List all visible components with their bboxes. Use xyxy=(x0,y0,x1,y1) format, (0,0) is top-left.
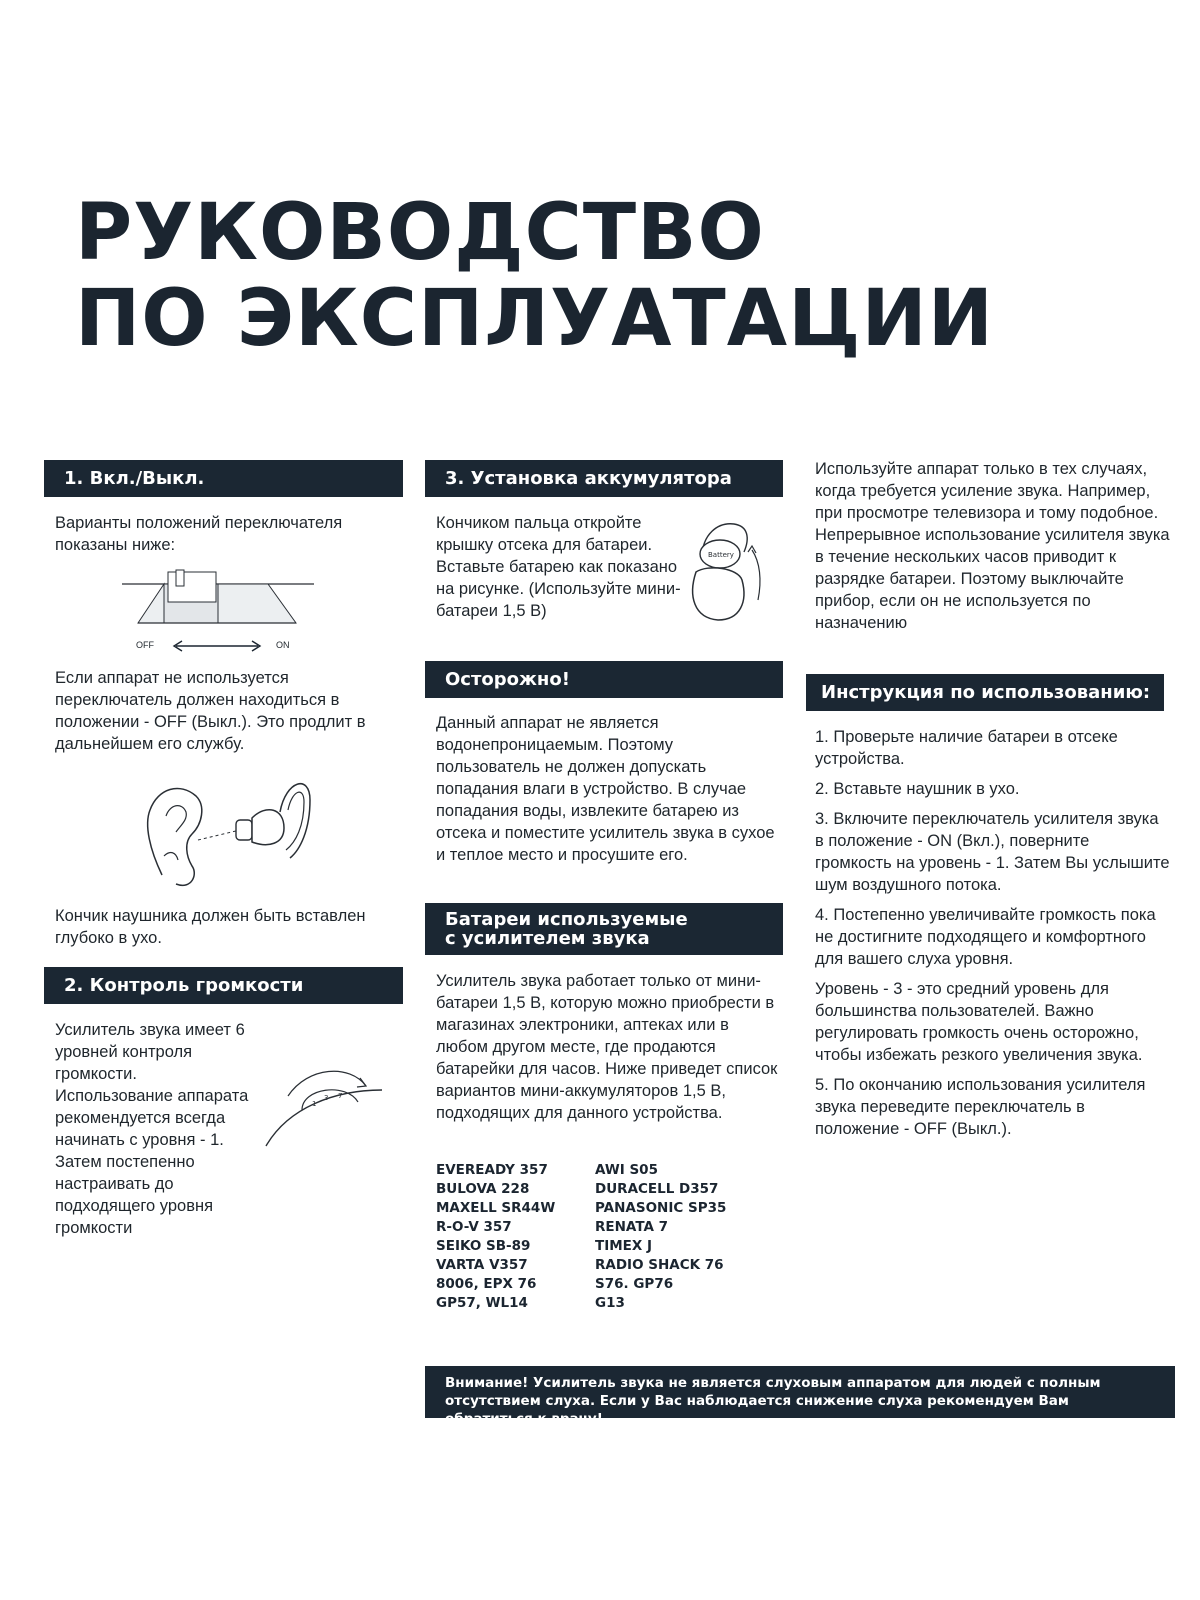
battery-item: DURACELL D357 xyxy=(595,1181,719,1197)
instruction-step: 1. Проверьте наличие батареи в отсеке устройства. xyxy=(815,728,1118,768)
instruction-step: Уровень - 3 - это средний уровень для большинства пользователей. Важно регулировать громкость очень осторожно, чтобы избежать резкого увеличения звука. xyxy=(815,980,1143,1064)
section-battery-install-body: Кончиком пальца откройте крышку отсека для батареи. Вставьте батарею как показано на рисунке. (Используйте мини-батареи 1,5 В) xyxy=(436,514,681,620)
earpiece-note: Кончик наушника должен быть вставлен глубоко в ухо. xyxy=(55,907,366,947)
battery-item: 8006, EPX 76 xyxy=(436,1276,537,1292)
volume-dial-diagram xyxy=(262,1060,387,1150)
switch-off-label: OFF xyxy=(136,640,154,650)
ear-earpiece-diagram xyxy=(140,770,340,900)
section-volume-heading: 2. Контроль громкости xyxy=(44,967,403,1004)
warning-banner: Внимание! Усилитель звука не является слуховым аппаратом для людей с полным отсутствием слуха. Если у Вас наблюдается снижение слуха рекомендуем Вам обратиться к врачу! xyxy=(425,1366,1175,1418)
svg-text:1: 1 xyxy=(312,1100,317,1108)
section-batteries-body: Усилитель звука работает только от мини-батареи 1,5 В, которую можно приобрести в магазинах электроники, аптеках или в любом другом месте, где продаются батарейки для часов. Ниже приведет список вариантов мини-аккумуляторов 1,5 В, подходящих для данного устройства. xyxy=(436,972,778,1122)
section-batteries-heading-line1: Батареи используемые xyxy=(445,909,688,930)
battery-item: BULOVA 228 xyxy=(436,1181,530,1197)
battery-item: TIMEX J xyxy=(595,1238,653,1254)
section-on-off-intro: Варианты положений переключателя показаны ниже: xyxy=(55,514,343,554)
battery-item: GP57, WL14 xyxy=(436,1295,528,1311)
section-caution-body: Данный аппарат не является водонепроницаемым. Поэтому пользователь не должен допускать попадания влаги в устройство. В случае попадания воды, извлеките батарею из отсека и поместите усилитель звука в сухое и теплое место и просушите его. xyxy=(436,714,775,864)
battery-item: MAXELL SR44W xyxy=(436,1200,556,1216)
instruction-step: 5. По окончанию использования усилителя звука переведите переключатель в положение - OFF (Выкл.). xyxy=(815,1076,1146,1138)
battery-item: EVEREADY 357 xyxy=(436,1162,548,1178)
instruction-step: 4. Постепенно увеличивайте громкость пока не достигните подходящего и комфортного для вашего слуха уровня. xyxy=(815,906,1156,968)
battery-item: R-O-V 357 xyxy=(436,1219,512,1235)
battery-item: SEIKO SB-89 xyxy=(436,1238,531,1254)
section-batteries-heading-line2: с усилителем звука xyxy=(445,928,650,949)
page-title xyxy=(75,190,994,362)
section-on-off-heading: 1. Вкл./Выкл. xyxy=(44,460,403,497)
battery-item: S76. GP76 xyxy=(595,1276,674,1292)
battery-item: G13 xyxy=(595,1295,625,1311)
section-battery-install-heading: 3. Установка аккумулятора xyxy=(425,460,783,497)
section-volume-body: Усилитель звука имеет 6 уровней контроля громкости. Использование аппарата рекомендуется всегда начинать с уровня - 1. Затем постепенно настраивать до подходящего уровня громкости xyxy=(55,1021,249,1237)
svg-text:3: 3 xyxy=(324,1094,329,1102)
section-caution-heading: Осторожно! xyxy=(425,661,783,698)
battery-list-col1 xyxy=(436,1161,555,1313)
section-batteries-heading xyxy=(425,903,783,955)
section-instructions-heading: Инструкция по использованию: xyxy=(806,674,1164,711)
switch-on-label: ON xyxy=(276,640,290,650)
page-title-line1: РУКОВОДСТВО xyxy=(75,188,765,278)
battery-item: PANASONIC SP35 xyxy=(595,1200,727,1216)
svg-text:7: 7 xyxy=(338,1092,343,1100)
section-on-off-body: Если аппарат не используется переключатель должен находиться в положении - OFF (Выкл.). Это продлит в дальнейшем его службу. xyxy=(55,669,366,753)
battery-label: Battery xyxy=(708,551,734,559)
instructions-list xyxy=(815,726,1170,1148)
instruction-step: 2. Вставьте наушник в ухо. xyxy=(815,780,1020,798)
battery-item: AWI S05 xyxy=(595,1162,658,1178)
battery-list-col2 xyxy=(595,1161,726,1313)
instruction-step: 3. Включите переключатель усилителя звука в положение - ON (Вкл.), поверните громкость на уровень - 1. Затем Вы услышите шум воздушного потока. xyxy=(815,810,1170,894)
battery-item: RENATA 7 xyxy=(595,1219,669,1235)
usage-note: Используйте аппарат только в тех случаях, когда требуется усиление звука. Например, при просмотре телевизора и тому подобное. Непрерывное использование усилителя звука в течение нескольких часов приводит к разрядке батареи. Поэтому выключайте прибор, если он не используется по назначению xyxy=(815,460,1170,632)
battery-item: RADIO SHACK 76 xyxy=(595,1257,724,1273)
page-title-line2: ПО ЭКСПЛУАТАЦИИ xyxy=(75,274,995,364)
battery-compartment-diagram xyxy=(688,516,778,626)
battery-item: VARTA V357 xyxy=(436,1257,528,1273)
